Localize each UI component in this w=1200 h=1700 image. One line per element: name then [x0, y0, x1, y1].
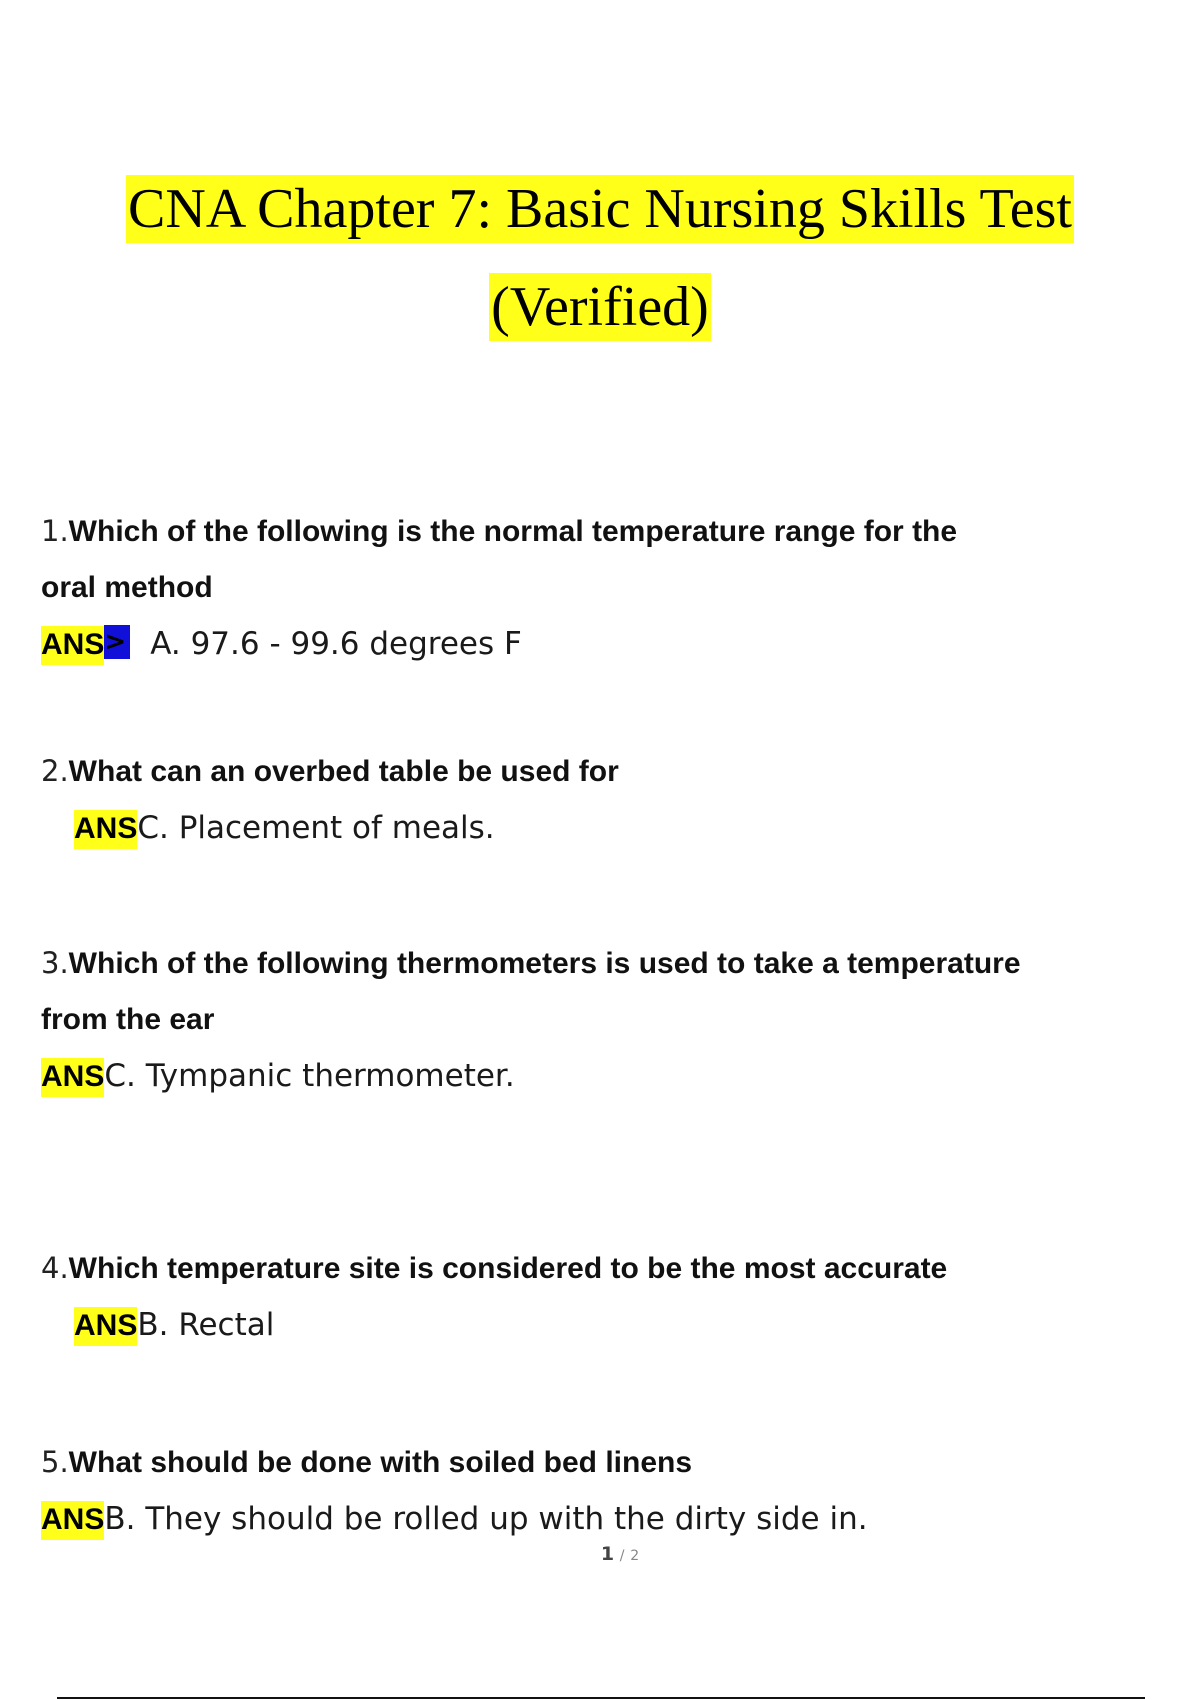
question-item-4	[41, 1240, 1161, 1354]
question-text	[41, 1434, 1161, 1491]
question-line-1: Which of the following is the normal temperature range for the	[68, 515, 958, 548]
question-line-1: Which temperature site is considered to be the most accurate	[68, 1252, 948, 1285]
question-number: 3.	[41, 946, 69, 980]
question-number: 4.	[41, 1251, 69, 1285]
page-number	[0, 1543, 1200, 1565]
total-pages: 2	[630, 1548, 640, 1564]
current-page: 1	[600, 1543, 615, 1565]
question-line-1: What can an overbed table be used for	[68, 755, 619, 788]
answer-line	[41, 1048, 1161, 1105]
answer-text: C. Placement of meals.	[137, 810, 495, 846]
question-item-1	[41, 503, 1161, 673]
ans-label: ANS	[41, 626, 104, 665]
ans-label: ANS	[74, 1307, 137, 1346]
answer-text: A. 97.6 - 99.6 degrees F	[140, 626, 522, 662]
ans-label: ANS	[41, 1501, 104, 1540]
title-line-1: CNA Chapter 7: Basic Nursing Skills Test	[126, 175, 1074, 243]
question-text	[41, 743, 1161, 800]
question-item-5	[41, 1434, 1161, 1548]
question-item-3	[41, 935, 1161, 1105]
answer-line	[41, 616, 1161, 673]
ans-label: ANS	[74, 810, 137, 849]
question-text	[41, 935, 1161, 1048]
question-text	[41, 503, 1161, 616]
question-line-2: oral method	[41, 571, 213, 604]
answer-line	[41, 1297, 1161, 1354]
question-text	[41, 1240, 1161, 1297]
answer-text: B. They should be rolled up with the dirty side in.	[104, 1501, 868, 1537]
document-title	[0, 160, 1200, 356]
answer-marker-icon: >	[104, 625, 130, 659]
answer-line	[41, 800, 1161, 857]
page-separator: /	[619, 1548, 625, 1564]
answer-text: C. Tympanic thermometer.	[104, 1058, 515, 1094]
page-bottom-divider	[57, 1697, 1145, 1699]
title-line-2: (Verified)	[489, 273, 711, 341]
question-line-1: Which of the following thermometers is used to take a temperature	[68, 947, 1021, 980]
question-line-2: from the ear	[41, 1003, 215, 1036]
question-line-1: What should be done with soiled bed linens	[68, 1446, 693, 1479]
question-number: 5.	[41, 1445, 69, 1479]
question-number: 2.	[41, 754, 69, 788]
ans-label: ANS	[41, 1058, 104, 1097]
question-item-2	[41, 743, 1161, 857]
question-number: 1.	[41, 514, 69, 548]
answer-line	[41, 1491, 1161, 1548]
answer-text: B. Rectal	[137, 1307, 275, 1343]
